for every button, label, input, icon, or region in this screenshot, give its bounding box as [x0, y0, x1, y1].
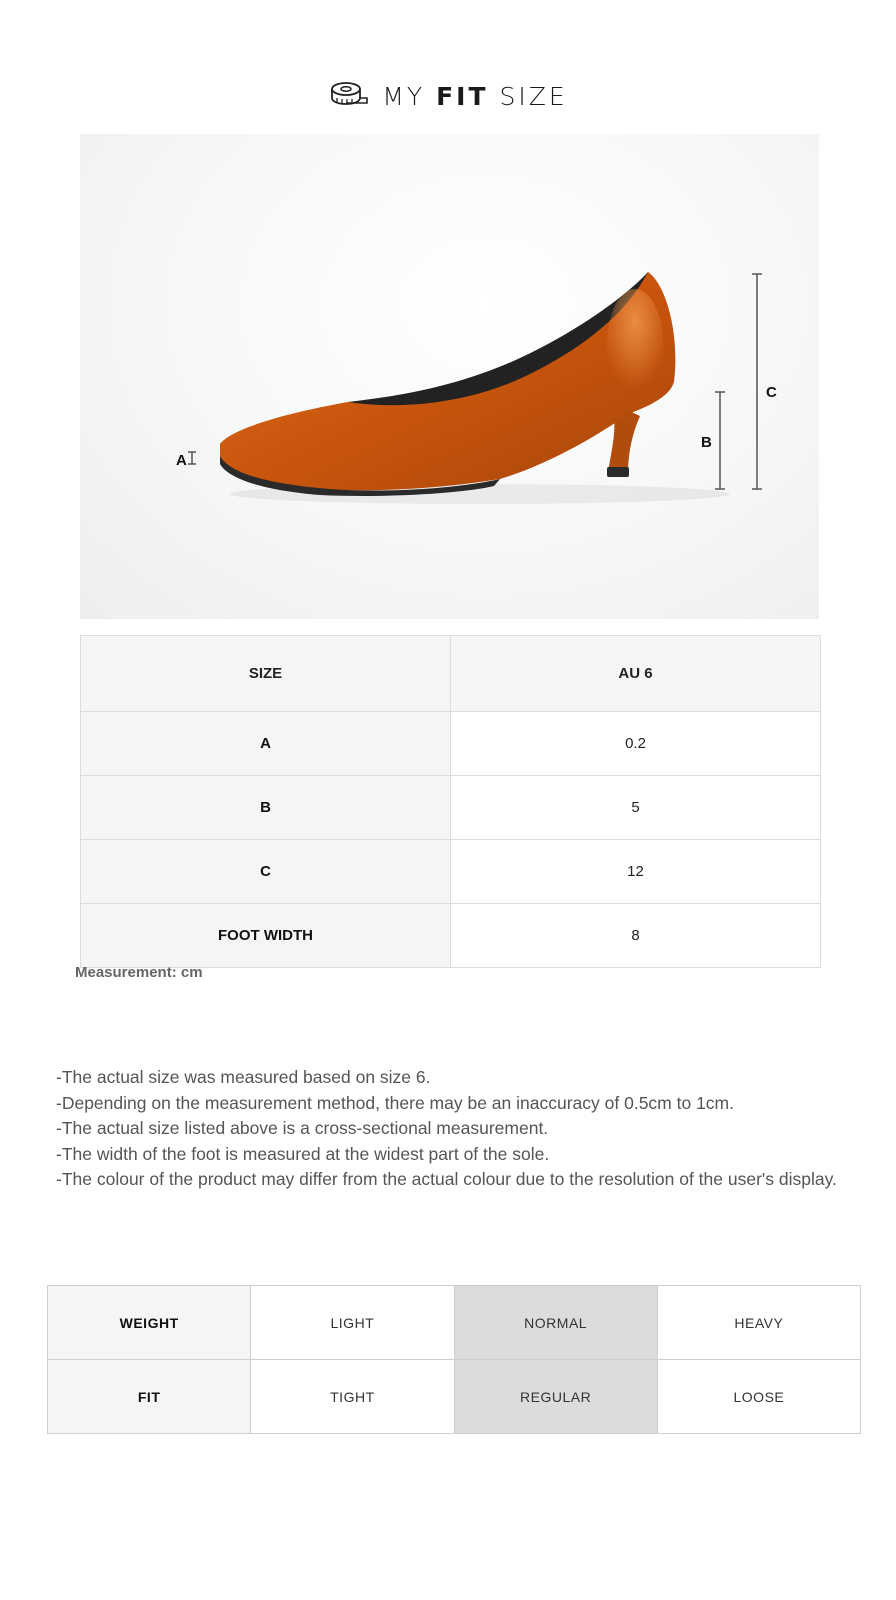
size-table: [80, 635, 821, 968]
unit-note: Measurement: cm: [75, 964, 203, 981]
fit-option: LOOSE: [657, 1360, 860, 1434]
dimension-label-c: C: [766, 384, 777, 401]
size-header-label: SIZE: [81, 636, 451, 712]
dimension-label-b: B: [701, 434, 712, 451]
table-row: [81, 712, 821, 776]
row-value: 12: [451, 840, 821, 904]
table-row: [81, 840, 821, 904]
fit-option: LIGHT: [251, 1286, 454, 1360]
page-title: MY FIT SIZE: [382, 81, 568, 111]
size-notes: [56, 1065, 886, 1193]
fit-row-label: FIT: [48, 1360, 251, 1434]
row-label: B: [81, 776, 451, 840]
fit-option: HEAVY: [657, 1286, 860, 1360]
note-line: -The actual size listed above is a cross-sectional measurement.: [56, 1118, 549, 1139]
row-value: 0.2: [451, 712, 821, 776]
product-photo: [80, 134, 819, 619]
fit-row-label: WEIGHT: [48, 1286, 251, 1360]
fit-row-weight: [48, 1286, 861, 1360]
measuring-tape-icon: [328, 81, 368, 112]
dimension-label-a: A: [176, 452, 187, 469]
row-value: 8: [451, 904, 821, 968]
row-label: A: [81, 712, 451, 776]
page-header: [0, 76, 896, 116]
fit-option-selected: REGULAR: [454, 1360, 657, 1434]
row-label: C: [81, 840, 451, 904]
fit-option-selected: NORMAL: [454, 1286, 657, 1360]
note-line: -The width of the foot is measured at the widest part of the sole.: [56, 1143, 550, 1164]
table-row: [81, 904, 821, 968]
fit-option: TIGHT: [251, 1360, 454, 1434]
size-header-value: AU 6: [451, 636, 821, 712]
fit-table: [47, 1285, 861, 1434]
row-label: FOOT WIDTH: [81, 904, 451, 968]
note-line: -The actual size was measured based on size 6.: [56, 1067, 431, 1087]
fit-row-fit: [48, 1360, 861, 1434]
note-line: -The colour of the product may differ from the actual colour due to the resolution of the user's display.: [56, 1169, 837, 1190]
table-row: [81, 776, 821, 840]
size-table-header: [81, 636, 821, 712]
note-line: -Depending on the measurement method, there may be an inaccuracy of 0.5cm to 1cm.: [56, 1092, 734, 1113]
row-value: 5: [451, 776, 821, 840]
